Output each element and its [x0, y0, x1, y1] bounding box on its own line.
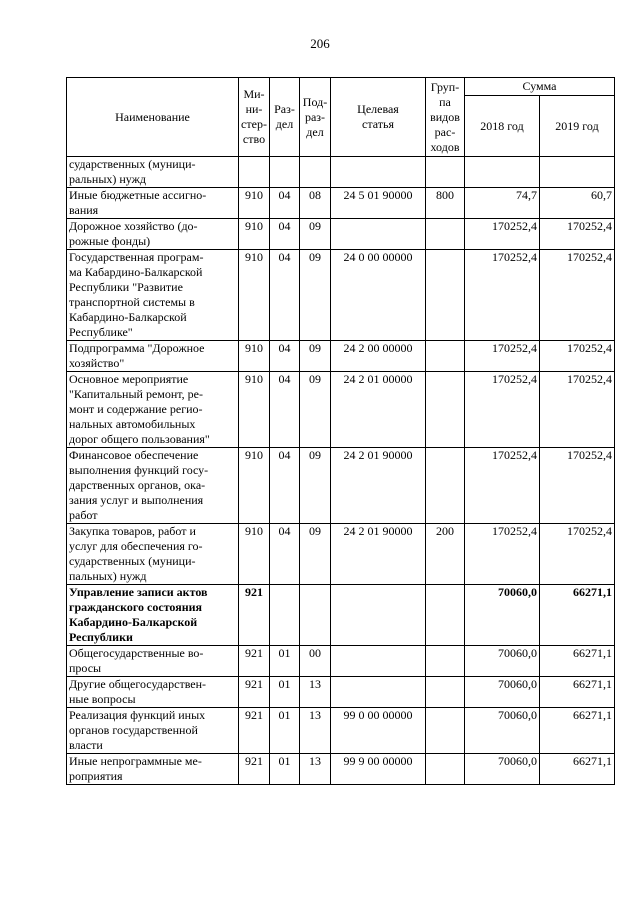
cell-sum-2018: 170252,4 [465, 250, 540, 341]
cell-sum-2019: 170252,4 [540, 448, 615, 524]
cell-ministry: 921 [239, 754, 270, 785]
cell-sum-2019: 66271,1 [540, 585, 615, 646]
cell-sum-2018: 70060,0 [465, 646, 540, 677]
cell-target [331, 677, 426, 708]
cell-subsection: 09 [300, 250, 331, 341]
table-row [67, 341, 615, 372]
cell-expense-group [426, 677, 465, 708]
cell-target [331, 157, 426, 188]
cell-target: 24 2 01 00000 [331, 372, 426, 448]
budget-table [66, 77, 615, 785]
cell-name: Общегосударственные во- просы [67, 646, 239, 677]
cell-target: 24 2 01 90000 [331, 524, 426, 585]
cell-expense-group [426, 250, 465, 341]
table-row [67, 372, 615, 448]
cell-expense-group: 200 [426, 524, 465, 585]
cell-name: Другие общегосударствен- ные вопросы [67, 677, 239, 708]
cell-target [331, 585, 426, 646]
cell-subsection [300, 157, 331, 188]
cell-section [270, 157, 300, 188]
cell-subsection [300, 585, 331, 646]
cell-subsection: 09 [300, 524, 331, 585]
cell-section: 04 [270, 341, 300, 372]
cell-section: 01 [270, 646, 300, 677]
cell-ministry: 910 [239, 188, 270, 219]
cell-sum-2019: 170252,4 [540, 372, 615, 448]
header-subsection: Под- раз- дел [300, 78, 331, 157]
header-year-2018: 2018 год [465, 96, 540, 157]
cell-sum-2019: 66271,1 [540, 677, 615, 708]
cell-name: Реализация функций иных органов государственной власти [67, 708, 239, 754]
cell-target: 99 0 00 00000 [331, 708, 426, 754]
cell-expense-group [426, 448, 465, 524]
table-row [67, 157, 615, 188]
cell-subsection: 13 [300, 754, 331, 785]
cell-ministry: 921 [239, 585, 270, 646]
cell-target: 24 2 00 00000 [331, 341, 426, 372]
cell-section: 01 [270, 708, 300, 754]
cell-section: 04 [270, 524, 300, 585]
cell-expense-group [426, 219, 465, 250]
cell-sum-2018: 170252,4 [465, 372, 540, 448]
cell-expense-group [426, 646, 465, 677]
cell-name: Государственная програм- ма Кабардино-Балкарской Республики "Развитие транспортной системы в Кабардино-Балкарской Республике" [67, 250, 239, 341]
cell-section: 04 [270, 448, 300, 524]
table-row [67, 708, 615, 754]
cell-subsection: 09 [300, 219, 331, 250]
cell-target: 99 9 00 00000 [331, 754, 426, 785]
cell-sum-2018: 170252,4 [465, 448, 540, 524]
cell-sum-2018: 74,7 [465, 188, 540, 219]
header-expense-group: Груп- па видов рас- ходов [426, 78, 465, 157]
cell-sum-2018: 170252,4 [465, 341, 540, 372]
cell-expense-group [426, 708, 465, 754]
table-body [67, 157, 615, 785]
cell-expense-group [426, 585, 465, 646]
cell-name: Основное мероприятие "Капитальный ремонт, ре- монт и содержание регио- нальных автомобильных дорог общего пользования" [67, 372, 239, 448]
cell-section: 04 [270, 250, 300, 341]
cell-expense-group [426, 341, 465, 372]
cell-subsection: 13 [300, 708, 331, 754]
cell-sum-2019: 66271,1 [540, 754, 615, 785]
page-number: 206 [310, 36, 330, 51]
table-row [67, 585, 615, 646]
cell-ministry: 921 [239, 677, 270, 708]
cell-name: сударственных (муници- pальных) нужд [67, 157, 239, 188]
cell-subsection: 08 [300, 188, 331, 219]
cell-subsection: 09 [300, 341, 331, 372]
cell-name: Подпрограмма "Дорожное хозяйство" [67, 341, 239, 372]
cell-name: Управление записи актов гражданского состояния Кабардино-Балкарской Республики [67, 585, 239, 646]
cell-expense-group [426, 157, 465, 188]
table-row [67, 448, 615, 524]
table-row [67, 219, 615, 250]
cell-sum-2019: 66271,1 [540, 646, 615, 677]
header-year-2019: 2019 год [540, 96, 615, 157]
cell-section: 01 [270, 754, 300, 785]
cell-sum-2019: 66271,1 [540, 708, 615, 754]
cell-sum-2018: 170252,4 [465, 219, 540, 250]
table-row [67, 250, 615, 341]
cell-ministry: 921 [239, 646, 270, 677]
table-row [67, 646, 615, 677]
cell-section: 04 [270, 372, 300, 448]
cell-target: 24 0 00 00000 [331, 250, 426, 341]
header-ministry: Ми- ни- стер- ство [239, 78, 270, 157]
table-row [67, 677, 615, 708]
header-name: Наименование [67, 78, 239, 157]
cell-section: 04 [270, 188, 300, 219]
cell-ministry: 910 [239, 372, 270, 448]
cell-sum-2018: 70060,0 [465, 708, 540, 754]
cell-sum-2019: 60,7 [540, 188, 615, 219]
cell-ministry: 910 [239, 448, 270, 524]
cell-sum-2019: 170252,4 [540, 250, 615, 341]
cell-sum-2018 [465, 157, 540, 188]
cell-sum-2018: 70060,0 [465, 754, 540, 785]
cell-expense-group [426, 754, 465, 785]
cell-sum-2019: 170252,4 [540, 524, 615, 585]
cell-name: Иные бюджетные ассигно- вания [67, 188, 239, 219]
cell-sum-2018: 70060,0 [465, 585, 540, 646]
cell-target [331, 219, 426, 250]
cell-ministry: 910 [239, 219, 270, 250]
cell-subsection: 13 [300, 677, 331, 708]
cell-sum-2019 [540, 157, 615, 188]
cell-name: Закупка товаров, работ и услуг для обеспечения го- сударственных (муници- пальных) нужд [67, 524, 239, 585]
header-target: Целевая статья [331, 78, 426, 157]
cell-name: Иные непрограммные ме- роприятия [67, 754, 239, 785]
cell-sum-2019: 170252,4 [540, 219, 615, 250]
cell-section: 01 [270, 677, 300, 708]
cell-ministry: 910 [239, 341, 270, 372]
header-section: Раз- дел [270, 78, 300, 157]
cell-subsection: 00 [300, 646, 331, 677]
cell-name: Финансовое обеспечение выполнения функций госу- дарственных органов, ока- зания услуг и выполнения работ [67, 448, 239, 524]
cell-name: Дорожное хозяйство (до- рожные фонды) [67, 219, 239, 250]
cell-section: 04 [270, 219, 300, 250]
cell-expense-group [426, 372, 465, 448]
cell-expense-group: 800 [426, 188, 465, 219]
cell-subsection: 09 [300, 372, 331, 448]
cell-subsection: 09 [300, 448, 331, 524]
header-sum: Сумма [465, 78, 615, 96]
table-row [67, 188, 615, 219]
cell-ministry [239, 157, 270, 188]
cell-ministry: 910 [239, 524, 270, 585]
cell-section [270, 585, 300, 646]
cell-target: 24 2 01 90000 [331, 448, 426, 524]
cell-target [331, 646, 426, 677]
cell-sum-2018: 170252,4 [465, 524, 540, 585]
cell-sum-2019: 170252,4 [540, 341, 615, 372]
cell-ministry: 921 [239, 708, 270, 754]
table-row [67, 754, 615, 785]
cell-target: 24 5 01 90000 [331, 188, 426, 219]
cell-sum-2018: 70060,0 [465, 677, 540, 708]
table-row [67, 524, 615, 585]
cell-ministry: 910 [239, 250, 270, 341]
